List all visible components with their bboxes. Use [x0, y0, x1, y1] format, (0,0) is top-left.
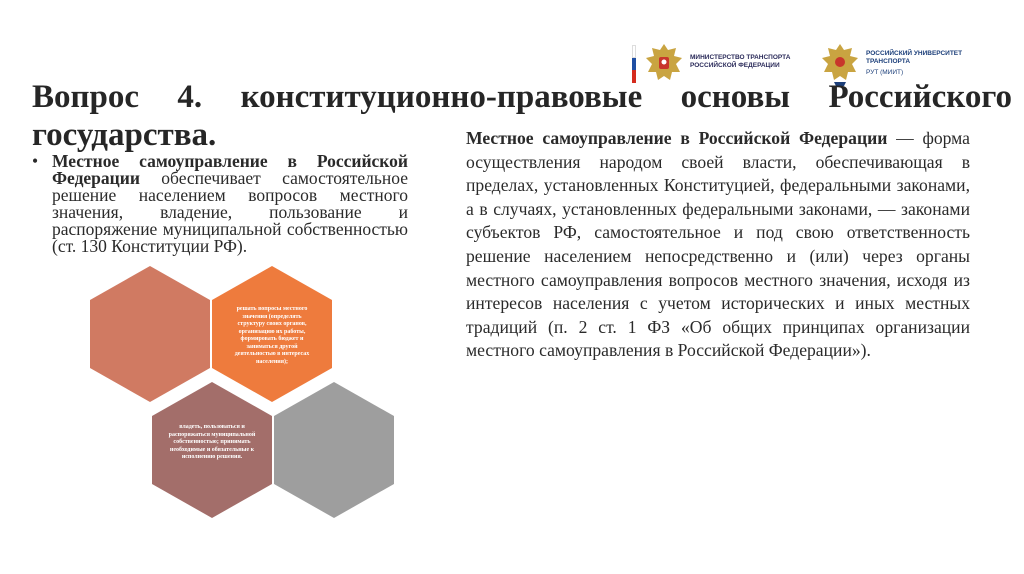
left-bullet-paragraph [32, 153, 408, 255]
title-word: основы [680, 79, 791, 115]
title-line-1 [32, 78, 1012, 116]
title-word: 4. [177, 79, 203, 115]
title-word: конституционно-правовые [240, 79, 643, 115]
university-line2: ТРАНСПОРТА [866, 58, 911, 65]
right-bold-term: Местное самоуправление в Российской Федерации [466, 128, 888, 148]
right-definition: — форма осуществления народом своей власти, обеспечивающая в пределах, установленных Конституцией, федеральными законами, а в случаях, установленных федеральными законами, — законами субъектов РФ, самостоятельное и под свою ответственность решение населением непосредственно и (или) через органы местного самоуправления вопросов местного значения, исходя из интересов населения с учетом исторических и иных местных традиций (п. 2 ст. 1 ФЗ «Об общих принципах организации местного самоуправления в Российской Федерации»). [466, 128, 970, 361]
ministry-line2: РОССИЙСКОЙ ФЕДЕРАЦИИ [690, 62, 780, 69]
title-word: Российского [828, 79, 1012, 115]
right-definition-paragraph [466, 127, 970, 363]
hexagon-4-shape [274, 382, 394, 518]
hexagon-4 [274, 382, 394, 518]
title-word: Вопрос [32, 79, 140, 115]
left-bold-term: Местное самоуправление в Российской Федерации [52, 151, 408, 188]
ministry-logo-text [690, 54, 800, 70]
university-line1: РОССИЙСКИЙ УНИВЕРСИТЕТ [866, 50, 963, 57]
left-definition: обеспечивает самостоятельное решение населением вопросов местного значения, владение, пользование и распоряжение муниципальной собственностью (ст. 130 Конституции РФ). [52, 168, 408, 256]
left-bullet-text [52, 153, 408, 255]
university-logo-text [866, 50, 1006, 77]
hexagon-3-label: владеть, пользоваться и распоряжаться муниципальной собственностью; принимать необходимые и обязательные к исполнению решения. [168, 424, 256, 460]
university-line3: РУТ (МИИТ) [866, 69, 904, 76]
ministry-line1: МИНИСТЕРСТВО ТРАНСПОРТА [690, 54, 791, 61]
bullet-icon: • [32, 151, 39, 171]
title-line-2: государства. [32, 117, 217, 153]
hexagon-2-label: решать вопросы местного значения (определять структуру своих органов, организацию их работы, формировать бюджет и заниматься другой деятельностью в интересах населения); [234, 306, 310, 365]
